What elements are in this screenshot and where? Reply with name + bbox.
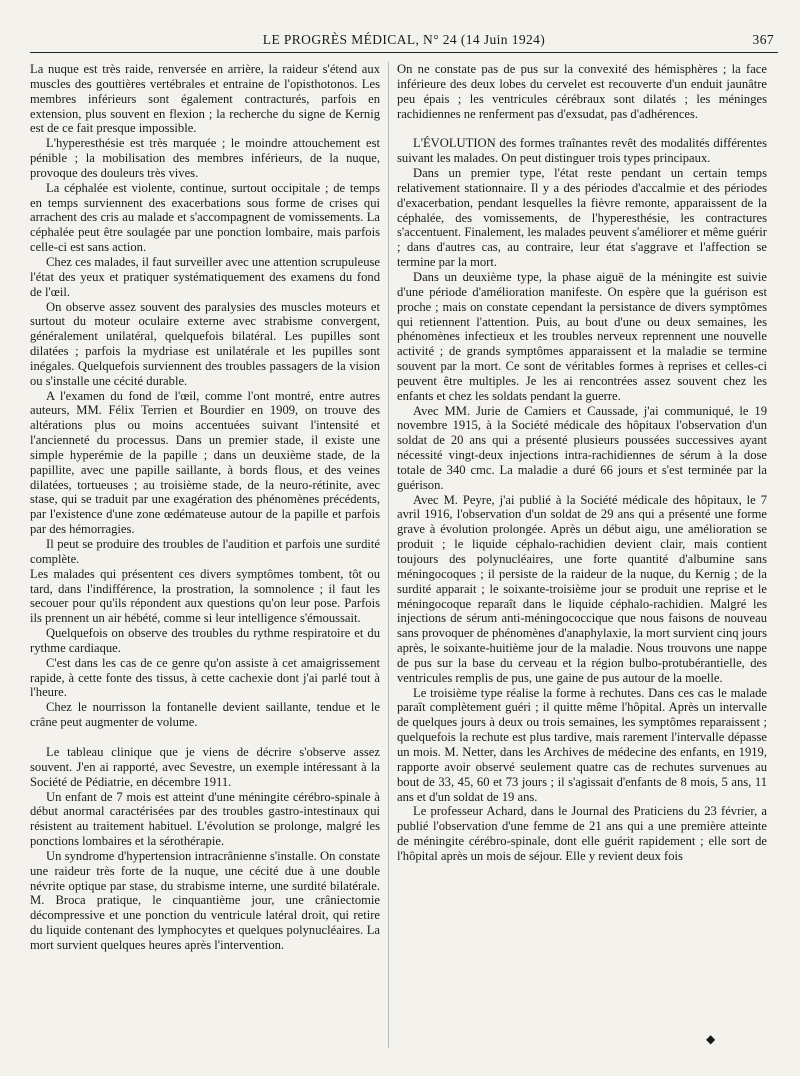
- paragraph: La céphalée est violente, continue, surtout occipitale ; de temps en temps surviennent des exacerbations sous forme de crises qui arrachent des cris au malade et s'accompagnent de vomissements. La céphalée peut être soulagée par une ponction lombaire, mais parfois celle-ci est sans action.: [30, 180, 380, 255]
- paragraph: Avec MM. Jurie de Camiers et Caussade, j'ai communiqué, le 19 novembre 1915, à la Société médicale des hôpitaux l'observation d'un soldat de 20 ans qui a présenté plusieurs poussées successives ayant nécessité vingt-deux injections intra-rachidiennes de sérum à la dose totale de 340 cmc. La maladie a duré 66 jours et s'est terminée par la guérison.: [397, 403, 767, 492]
- paragraph: On ne constate pas de pus sur la convexité des hémisphères ; la face inférieure des deux lobes du cervelet est recouverte d'un enduit jaunâtre peu épais ; les ventricules cérébraux sont dilatés ; les méninges rachidiennes ne renferment pas d'exsudat, pas d'adhérences.: [397, 62, 767, 121]
- right-column: [397, 62, 767, 864]
- paragraph: Le tableau clinique que je viens de décrire s'observe assez souvent. J'en ai rapporté, avec Sevestre, un exemple intéressant à la Société de Pédiatrie, en décembre 1911.: [30, 744, 380, 789]
- paragraph: Avec M. Peyre, j'ai publié à la Société médicale des hôpitaux, le 7 avril 1916, l'observation d'un soldat de 29 ans qui a présenté une forme grave à évolution prolongée. Après un début aigu, une amélioration se produit ; le liquide céphalo-rachidien devient clair, mais contient toujours des polynucléaires, une forte quantité d'albumine sans méningocoques ; il persiste de la raideur de la nuque, du Kernig ; de la surdité apparait ; le soixante-troisième jour se produit une reprise et le méningocoque reparaît dans le liquide céphalo-rachidien. Malgré les injections de sérum anti-méningococcique que nous faisons de nouveau sans provoquer de phénomènes d'anaphylaxie, la mort survient cinq jours après, le soixante-huitième jour de la maladie. Nous trouvons une nappe de pus sur la base du cerveau et la région bulbo-protubérantielle, des ventricules remplis de pus, une gaine de pus autour de la moelle.: [397, 492, 767, 685]
- end-diamond-icon: ◆: [706, 1032, 716, 1046]
- page-number: 367: [752, 32, 774, 47]
- paragraph: Quelquefois on observe des troubles du rythme respiratoire et du rythme cardiaque.: [30, 626, 380, 655]
- left-column: [30, 62, 380, 953]
- column-divider: [388, 62, 389, 1048]
- paragraph: Le professeur Achard, dans le Journal des Praticiens du 23 février, a publié l'observation d'une femme de 21 ans qui a une première atteinte de méningite cérébro-spinale, dont elle guérit rapidement ; elle sort de l'hôpital après un mois de séjour. Elle y revient deux fois: [397, 804, 767, 863]
- paragraph: Dans un premier type, l'état reste pendant un certain temps relativement stationnaire. Il y a des périodes d'accalmie et des périodes d'exacerbation, pendant lesquelles la fièvre remonte, apparaissent de la céphalée, des vomissements, de l'hyperesthésie, les contractures s'accentuent. Finalement, les malades peuvent s'améliorer et même guérir ; dans d'autres cas, au contraire, leur état s'aggrave et l'affection se termine par la mort.: [397, 166, 767, 270]
- section-gap: [30, 730, 380, 745]
- paragraph: A l'examen du fond de l'œil, comme l'ont montré, entre autres auteurs, MM. Félix Terrien et Bourdier en 1909, on trouve des altérations plus ou moins accentuées suivant l'intensité et l'ancienneté du processus. Dans un premier stade, il existe une simple hyperémie de la papille ; dans un deuxième stade, de la papillite, avec une papille saillante, à bords flous, et des veines dilatées, tortueuses ; au troisième stade, de la neuro-rétinite, avec stase, qui se traduit par une exagération des phénomènes précédents, par l'existence d'une zone œdémateuse autour de la papille et parfois par des hémorragies.: [30, 388, 380, 537]
- running-header: [30, 30, 778, 53]
- paragraph: On observe assez souvent des paralysies des muscles moteurs et surtout du moteur oculaire externe avec strabisme convergent, généralement unilatéral, quelquefois bilatéral. Les pupilles sont dilatées ; parfois la mydriase est unilatérale et les pupilles sont inégales. Quelquefois surviennent des troubles passagers de la vision ou s'installe une cécité durable.: [30, 299, 380, 388]
- section-gap: [397, 121, 767, 136]
- paragraph: Le troisième type réalise la forme à rechutes. Dans ces cas le malade paraît complètement guéri ; il quitte même l'hôpital. Après un intervalle de quelques jours à deux ou trois semaines, les symptômes reparaissent ; quelquefois la rechute est plus tardive, mais rarement l'intervalle dépasse un mois. M. Netter, dans les Archives de médecine des enfants, en 1919, rapporte avoir observé seulement quatre cas de rechutes survenues au bout de 33, 45, 60 et 73 jours ; il s'agissait d'enfants de 8 mois, 5 ans, 11 ans et d'un soldat de 19 ans.: [397, 685, 767, 804]
- journal-title: LE PROGRÈS MÉDICAL, N° 24 (14 Juin 1924): [262, 32, 546, 47]
- paragraph: Il peut se produire des troubles de l'audition et parfois une surdité complète.: [30, 537, 380, 566]
- paragraph: Dans un deuxième type, la phase aiguë de la méningite est suivie d'une période d'amélioration manifeste. On espère que la guérison est proche ; mais on constate cependant la persistance de divers symptômes qui retiennent l'attention. Puis, au bout d'une ou deux semaines, les phénomènes infectieux et les troubles nerveux reprennent une nouvelle activité ; de grands symptômes apparaissent et la maladie se termine souvent par la mort. Ce sont de véritables formes à reprises et celles-ci peuvent être multiples. Je les ai rencontrées assez souvent chez les enfants et chez les soldats pendant la guerre.: [397, 269, 767, 403]
- paragraph: Un syndrome d'hypertension intracrânienne s'installe. On constate une raideur très forte de la nuque, une cécité due à une double névrite optique par stase, du strabisme interne, une surdité bilatérale. M. Broca pratique, le cinquantième jour, une crâniectomie décompressive et une ponction du ventricule latéral droit, qui retire du liquide contenant des lymphocytes et quelques polynucléaires. La mort survient quelques heures après l'intervention.: [30, 848, 380, 952]
- paragraph: Un enfant de 7 mois est atteint d'une méningite cérébro-spinale à début anormal caractérisées par des troubles gastro-intestinaux qui résistent au traitement habituel. L'évolution se prolonge, malgré les ponctions lombaires et la sérothérapie.: [30, 789, 380, 849]
- paragraph: La nuque est très raide, renversée en arrière, la raideur s'étend aux muscles des gouttières vertébrales et entraine de l'opisthotonos. Les membres inférieurs sont également contracturés, parfois en extension, plus souvent en flexion ; la recherche du signe de Kernig est de ce fait presque impossible.: [30, 62, 380, 136]
- paragraph: Chez ces malades, il faut surveiller avec une attention scrupuleuse l'état des yeux et pratiquer systématiquement des examens du fond de l'œil.: [30, 254, 380, 299]
- paragraph: L'hyperesthésie est très marquée ; le moindre attouchement est pénible ; la mobilisation des membres inférieurs, de la nuque, provoque des douleurs très vives.: [30, 136, 380, 180]
- paragraph: C'est dans les cas de ce genre qu'on assiste à cet amaigrissement rapide, à cette fonte des tissus, à cette cachexie dont j'ai parlé tout à l'heure.: [30, 655, 380, 700]
- paragraph: Les malades qui présentent ces divers symptômes tombent, tôt ou tard, dans l'indifférence, la prostration, la somnolence ; il faut les secouer pour qu'ils répondent aux questions qu'on leur pose. Parfois ils prennent un air hébété, comme si leur intelligence s'émoussait.: [30, 566, 380, 626]
- paragraph: Chez le nourrisson la fontanelle devient saillante, tendue et le crâne peut augmenter de volume.: [30, 700, 380, 730]
- paragraph: L'ÉVOLUTION des formes traînantes revêt des modalités différentes suivant les malades. On peut distinguer trois types principaux.: [397, 136, 767, 166]
